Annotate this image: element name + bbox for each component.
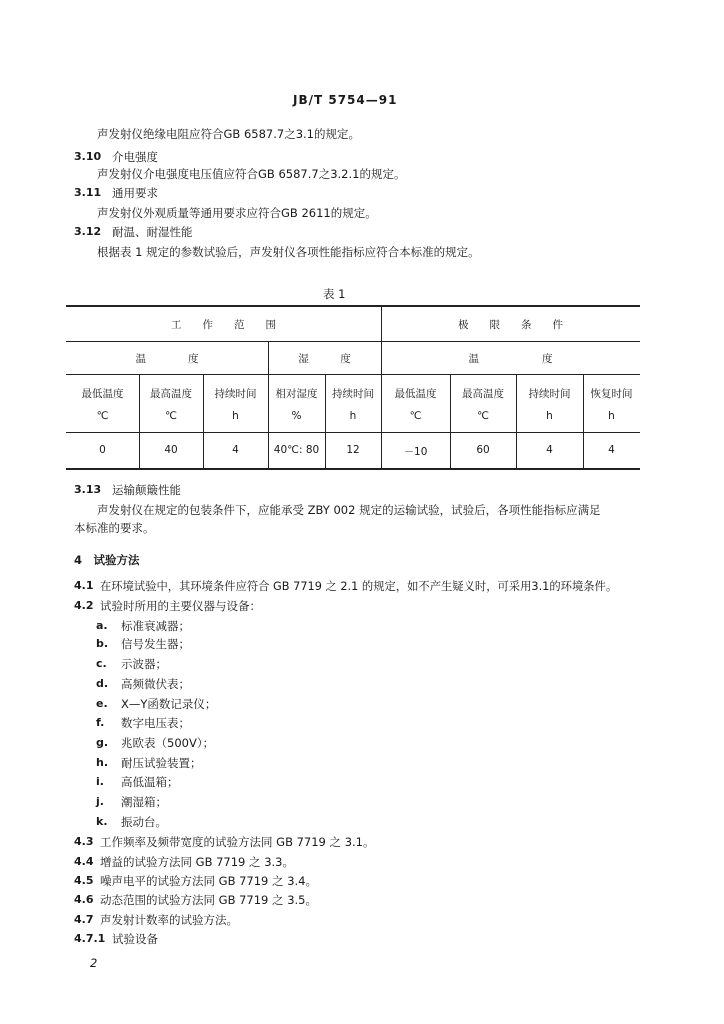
subheader-temperature: 温 度 xyxy=(135,353,199,365)
clause-4-2-text: 试验时所用的主要仪器与设备： xyxy=(100,599,261,613)
col-name: 最低温度 xyxy=(81,388,124,400)
list-item-label: c. xyxy=(96,657,107,670)
subheader-limit-temperature: 温 度 xyxy=(468,353,553,365)
col-unit: ℃ xyxy=(165,410,177,422)
col-unit: ℃ xyxy=(96,410,109,422)
col-name: 持续时间 xyxy=(214,388,257,400)
page-number: 2 xyxy=(90,956,98,970)
list-item-label: h. xyxy=(96,756,109,769)
cell-value: 4 xyxy=(608,444,615,456)
clause-3-13-body-line1: 声发射仪在规定的包装条件下，应能承受 ZBY 002 规定的运输试验，试验后，各项性能指标应满足 xyxy=(97,503,601,517)
col-unit: ℃ xyxy=(477,410,489,422)
list-item-text: 信号发生器； xyxy=(121,637,190,651)
list-item-label: k. xyxy=(96,815,108,828)
list-item-label: f. xyxy=(96,716,105,729)
list-item-label: e. xyxy=(96,697,108,710)
clause-4-1-text: 在环境试验中，其环境条件应符合 GB 7719 之 2.1 的规定，如不产生疑义时，可采用3.1的环境条件。 xyxy=(100,580,618,593)
clause-3-13-body-line2: 本标准的要求。 xyxy=(74,521,155,535)
cell-value: 40 xyxy=(164,444,178,456)
cell-value: 40℃: 80 xyxy=(273,444,320,456)
list-item-text: 数字电压表； xyxy=(121,716,190,730)
list-item-text: 高频微伏表； xyxy=(121,677,190,691)
standard-number: JB/T 5754—91 xyxy=(293,93,398,107)
clause-4-7-number: 4.7 xyxy=(74,913,94,926)
clause-3-10-title: 介电强度 xyxy=(112,150,158,164)
cell-value: 60 xyxy=(476,444,490,456)
table-bottom-rule xyxy=(66,468,640,470)
clause-4-7-1-text: 试验设备 xyxy=(112,932,158,946)
list-item-text: 振动台。 xyxy=(121,815,167,829)
list-item-label: g. xyxy=(96,736,109,749)
list-item-label: d. xyxy=(96,677,109,690)
table-rule xyxy=(66,341,640,342)
col-unit: h xyxy=(349,410,357,422)
clause-3-13-number: 3.13 xyxy=(74,483,102,496)
header-working-range: 工 作 范 围 xyxy=(171,319,276,331)
clause-3-12-title: 耐温、耐湿性能 xyxy=(112,225,193,239)
list-item-text: 示波器； xyxy=(121,657,167,671)
cell-value: 0 xyxy=(99,444,106,456)
clause-4-4-text: 增益的试验方法同 GB 7719 之 3.3。 xyxy=(100,855,294,869)
col-unit: % xyxy=(291,410,302,422)
cell-value: －10 xyxy=(403,446,428,458)
list-item-text: 高低温箱； xyxy=(121,775,179,789)
list-item-text: 标准衰减器； xyxy=(121,619,190,633)
table-rule xyxy=(66,432,640,433)
clause-4-5-text: 噪声电平的试验方法同 GB 7719 之 3.4。 xyxy=(100,874,317,888)
clause-4-3-number: 4.3 xyxy=(74,835,94,848)
table-1-caption: 表 1 xyxy=(323,287,346,301)
clause-3-11-body: 声发射仪外观质量等通用要求应符合GB 2611的规定。 xyxy=(97,206,377,220)
col-name: 最高温度 xyxy=(150,388,192,400)
table-rule xyxy=(66,374,640,375)
list-item-text: 潮湿箱； xyxy=(121,795,167,809)
col-unit: h xyxy=(232,410,239,422)
clause-4-3-text: 工作频率及频带宽度的试验方法同 GB 7719 之 3.1。 xyxy=(100,835,375,849)
subheader-humidity: 湿 度 xyxy=(298,353,351,365)
col-name: 最低温度 xyxy=(394,388,437,400)
list-item-text: 耐压试验装置； xyxy=(121,756,202,770)
list-item-text: 兆欧表（500V）； xyxy=(121,736,215,750)
list-item-label: i. xyxy=(96,775,104,788)
clause-4-5-number: 4.5 xyxy=(74,874,94,887)
list-item-label: a. xyxy=(96,619,108,632)
clause-3-13-title: 运输颠簸性能 xyxy=(112,483,181,497)
clause-3-11-title: 通用要求 xyxy=(112,186,158,200)
clause-3-12-number: 3.12 xyxy=(74,225,102,238)
list-item-label: j. xyxy=(96,795,104,808)
clause-4-4-number: 4.4 xyxy=(74,855,94,868)
clause-4-7-1-number: 4.7.1 xyxy=(74,932,106,945)
clause-4-6-text: 动态范围的试验方法同 GB 7719 之 3.5。 xyxy=(100,893,317,907)
col-name: 恢复时间 xyxy=(590,388,633,400)
cell-value: 12 xyxy=(346,444,360,456)
col-name: 持续时间 xyxy=(332,388,374,400)
table-top-rule xyxy=(66,305,640,307)
clause-4-1-number: 4.1 xyxy=(74,579,94,592)
cell-value: 4 xyxy=(232,444,239,456)
list-item-text: X—Y函数记录仪； xyxy=(121,697,217,711)
col-unit: h xyxy=(608,410,615,422)
clause-3-12-body: 根据表 1 规定的参数试验后，声发射仪各项性能指标应符合本标准的规定。 xyxy=(97,245,480,259)
col-name: 相对湿度 xyxy=(275,388,318,400)
section-4-heading: 4 试验方法 xyxy=(74,553,140,567)
clause-3-10-body: 声发射仪介电强度电压值应符合GB 6587.7之3.2.1的规定。 xyxy=(97,167,406,181)
col-unit: h xyxy=(546,410,553,422)
clause-3-10-number: 3.10 xyxy=(74,150,102,163)
insulation-text: 声发射仪绝缘电阻应符合GB 6587.7之3.1的规定。 xyxy=(97,127,360,141)
clause-3-11-number: 3.11 xyxy=(74,186,102,199)
col-name: 持续时间 xyxy=(528,388,571,400)
clause-4-2-number: 4.2 xyxy=(74,599,94,612)
clause-4-7-text: 声发射计数率的试验方法。 xyxy=(100,913,238,927)
list-item-label: b. xyxy=(96,637,109,650)
clause-4-6-number: 4.6 xyxy=(74,893,94,906)
header-limit-conditions: 极 限 条 件 xyxy=(458,319,563,331)
cell-value: 4 xyxy=(546,444,553,456)
col-name: 最高温度 xyxy=(462,388,504,400)
col-unit: ℃ xyxy=(409,410,422,422)
